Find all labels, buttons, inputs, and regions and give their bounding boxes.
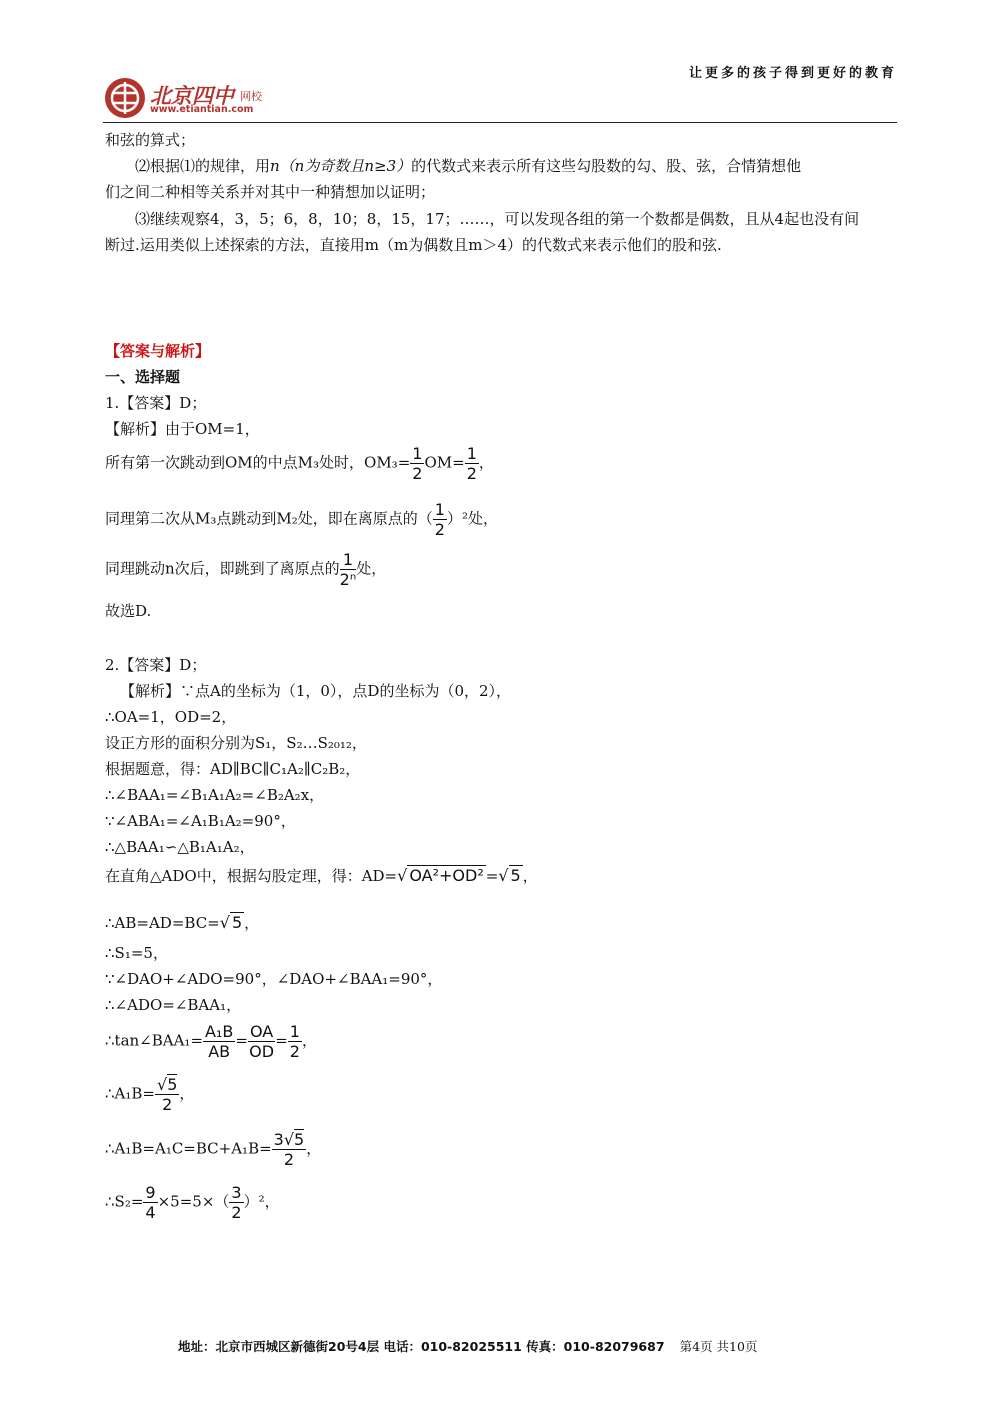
logo-icon bbox=[105, 78, 145, 118]
a2-line-5: ∴∠BAA₁=∠B₁A₁A₂=∠B₂A₂x， bbox=[105, 786, 325, 804]
logo-subtext: 网校 bbox=[240, 90, 262, 103]
a2-line-15: ∴A₁B=A₁C=BC+A₁B= $\frac{3√5}{2}$ ， bbox=[105, 1130, 322, 1169]
a2-answer: 2.【答案】D； bbox=[105, 656, 207, 674]
square-root: √ 5 bbox=[219, 913, 243, 932]
fraction: $\frac{1}{2}$ bbox=[466, 444, 477, 483]
a2-line-10: ∴S₁=5， bbox=[105, 944, 168, 962]
fraction: $\frac{1}{2}$ bbox=[412, 444, 423, 483]
intro-q2-line-2: 们之间二种相等关系并对其中一种猜想加以证明； bbox=[105, 183, 436, 201]
fraction: $\frac{\text{A₁B}}{AB}$ bbox=[205, 1022, 234, 1061]
fraction: $\frac{1}{2}$ bbox=[289, 1022, 300, 1061]
a1-line-4: 同理跳动n次后，即跳到了离原点的 $\frac{1}{\text{2ⁿ}}$ 处， bbox=[105, 550, 387, 589]
a1-line-2: 所有第一次跳动到OM的中点M₃处时，OM₃= $\frac{1}{2}$ OM= $\frac{1}{2}$ ， bbox=[105, 444, 494, 483]
square-root: √ 5 bbox=[498, 866, 521, 885]
a2-line-16: ∴S₂= $\frac{9}{4}$ ×5=5×（ $\frac{3}{2}$ ）²， bbox=[105, 1183, 280, 1222]
fraction: $\frac{√5}{2}$ bbox=[156, 1075, 178, 1114]
intro-line-1: 和弦的算式； bbox=[105, 131, 196, 149]
a2-line-14: ∴A₁B= $\frac{√5}{2}$ ， bbox=[105, 1075, 195, 1114]
footer-page: 第4页 共10页 bbox=[679, 1339, 758, 1354]
fraction: $\frac{3√5}{2}$ bbox=[273, 1130, 305, 1169]
header-slogan: 让更多的孩子得到更好的教育 bbox=[688, 66, 897, 81]
header-divider bbox=[103, 122, 897, 123]
a2-line-12: ∴∠ADO=∠BAA₁， bbox=[105, 996, 242, 1014]
a2-line-6: ∵∠ABA₁=∠A₁B₁A₂=90°， bbox=[105, 812, 296, 830]
a2-line-2: ∴OA=1，OD=2， bbox=[105, 708, 237, 726]
answers-heading: 【答案与解析】 bbox=[105, 342, 211, 360]
square-root: √ OA²+OD² bbox=[397, 866, 484, 885]
intro-q3-line-2: 断过.运用类似上述探索的方法，直接用m（m为偶数且m＞4）的代数式来表示他们的股和弦. bbox=[105, 236, 722, 254]
section-heading: 一、选择题 bbox=[105, 368, 181, 386]
fraction: $\frac{1}{\text{2ⁿ}}$ bbox=[339, 550, 357, 589]
a2-line-8: 在直角△ADO中，根据勾股定理，得：AD=√ OA²+OD² =√ 5 ， bbox=[105, 866, 538, 885]
footer-address: 地址：北京市西城区新德街20号4层 电话：010-82025511 传真：010-82079687 bbox=[178, 1339, 665, 1354]
a2-line-4: 根据题意，得：AD∥BC∥C₁A₂∥C₂B₂， bbox=[105, 760, 361, 778]
a2-line-9: ∴AB=AD=BC=√ 5 ， bbox=[105, 913, 260, 932]
a1-line-5: 故选D. bbox=[105, 602, 152, 620]
footer bbox=[178, 1336, 757, 1355]
logo-url: www.etiantian.com bbox=[150, 104, 254, 115]
a2-line-11: ∵∠DAO+∠ADO=90°，∠DAO+∠BAA₁=90°， bbox=[105, 970, 443, 988]
a2-line-3: 设正方形的面积分别为S₁，S₂…S₂₀₁₂， bbox=[105, 734, 367, 752]
a2-line-7: ∴△BAA₁∽△B₁A₁A₂， bbox=[105, 838, 255, 856]
a1-answer: 1.【答案】D； bbox=[105, 394, 207, 412]
a1-line-3: 同理第二次从M₃点跳动到M₂处，即在离原点的（ $\frac{1}{2}$ ）²处， bbox=[105, 500, 498, 539]
fraction: $\frac{1}{2}$ bbox=[434, 500, 445, 539]
fraction: $\frac{OA}{OD}$ bbox=[249, 1022, 275, 1061]
a2-line-1: 【解析】∵点A的坐标为（1，0），点D的坐标为（0，2）， bbox=[120, 682, 512, 700]
intro-q2-line-1: ⑵根据⑴的规律，用n（n为奇数且n≥3）的代数式来表示所有这些勾股数的勾、股、弦，合情猜想他 bbox=[135, 157, 802, 175]
intro-q3-line-1: ⑶继续观察4，3，5；6，8，10；8，15，17；……，可以发现各组的第一个数都是偶数，且从4起也没有间 bbox=[135, 210, 860, 228]
a2-line-13: ∴tan∠BAA₁= $\frac{\text{A₁B}}{AB}$ = $\frac{OA}{OD}$ = $\frac{1}{2}$ ， bbox=[105, 1022, 317, 1061]
fraction: $\frac{3}{2}$ bbox=[231, 1183, 242, 1222]
a1-line-1: 【解析】由于OM=1， bbox=[105, 420, 260, 438]
logo-text: 北京四中 bbox=[150, 83, 234, 108]
fraction: $\frac{9}{4}$ bbox=[145, 1183, 156, 1222]
